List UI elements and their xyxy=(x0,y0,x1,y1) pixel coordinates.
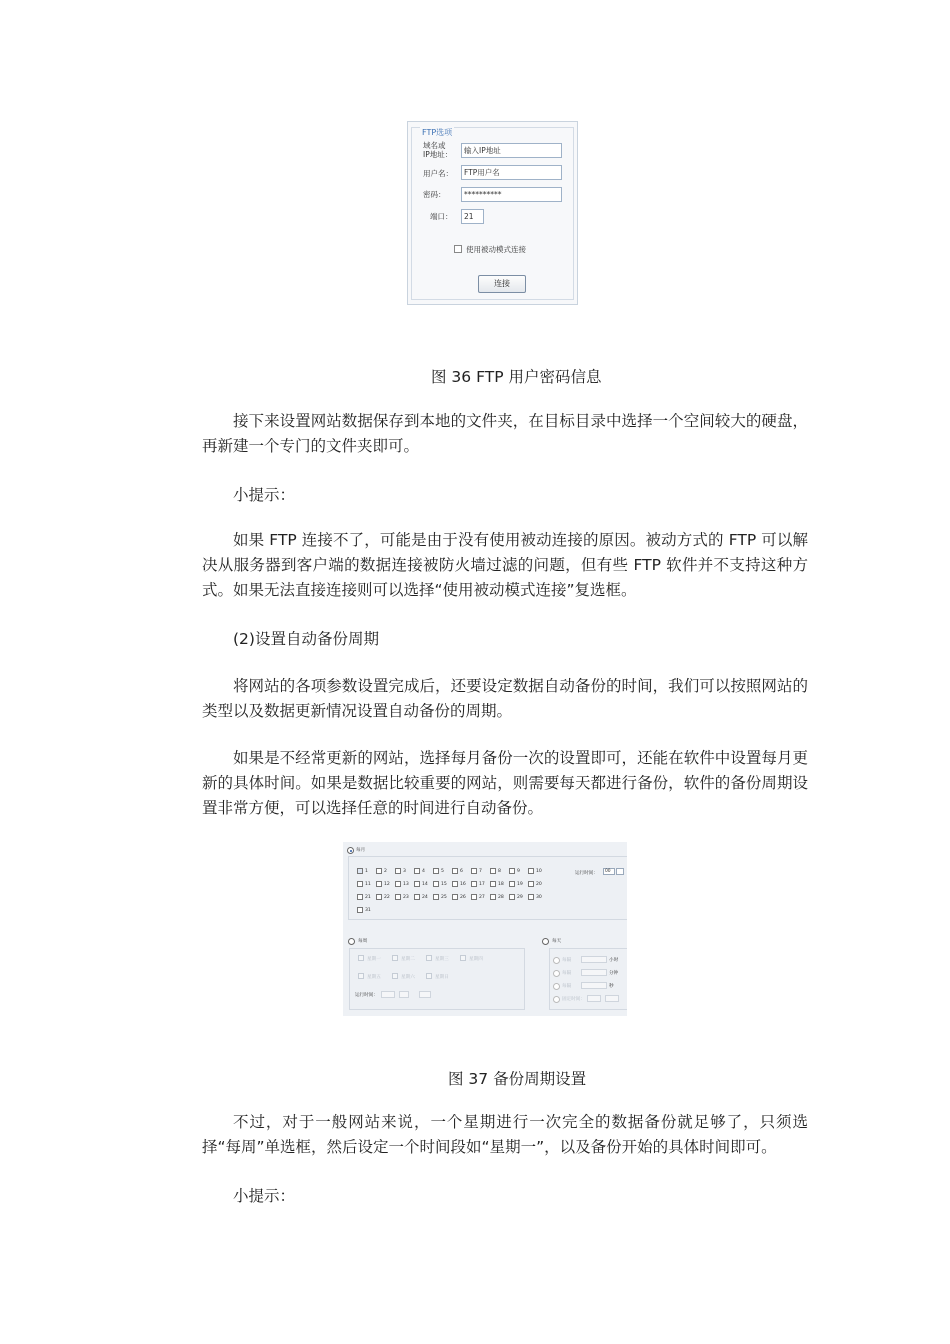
weekly-minute-input[interactable] xyxy=(399,991,409,998)
day-label: 5 xyxy=(441,868,444,874)
connect-button[interactable]: 连接 xyxy=(478,275,526,293)
day-checkbox[interactable] xyxy=(490,894,496,900)
every-hour-input[interactable] xyxy=(581,956,607,963)
backup-cycle-dialog xyxy=(343,842,627,1016)
port-input[interactable]: 21 xyxy=(461,209,484,224)
monthly-run-time-label: 运行时间： xyxy=(575,871,598,876)
weekday-checkbox[interactable] xyxy=(358,955,364,961)
day-checkbox[interactable] xyxy=(471,868,477,874)
day-label: 22 xyxy=(384,894,390,900)
monthly-group xyxy=(348,856,627,920)
day-checkbox[interactable] xyxy=(395,868,401,874)
day-label: 31 xyxy=(365,907,371,913)
day-label: 20 xyxy=(536,881,542,887)
every-second-label: 每隔 xyxy=(562,984,572,989)
second-unit-label: 秒 xyxy=(609,984,614,989)
day-checkbox[interactable] xyxy=(509,868,515,874)
day-checkbox[interactable] xyxy=(490,868,496,874)
daily-radio[interactable] xyxy=(542,938,549,945)
weekday-checkbox[interactable] xyxy=(392,955,398,961)
every-hour-radio[interactable] xyxy=(553,957,560,964)
day-checkbox[interactable] xyxy=(509,894,515,900)
day-label: 2 xyxy=(384,868,387,874)
day-checkbox[interactable] xyxy=(414,881,420,887)
weekly-second-input[interactable] xyxy=(419,991,431,998)
passive-mode-checkbox[interactable] xyxy=(454,245,462,253)
host-label-line2: IP地址： xyxy=(423,150,453,159)
day-checkbox[interactable] xyxy=(490,881,496,887)
every-minute-label: 每隔 xyxy=(562,971,572,976)
day-checkbox[interactable] xyxy=(471,894,477,900)
weekly-hour-input[interactable] xyxy=(381,991,395,998)
minute-unit-label: 分钟 xyxy=(609,971,619,976)
port-label: 端口： xyxy=(430,212,453,221)
day-label: 8 xyxy=(498,868,501,874)
figure-37-caption: 图 37 备份周期设置 xyxy=(448,1070,587,1088)
day-label: 27 xyxy=(479,894,485,900)
day-checkbox[interactable] xyxy=(433,894,439,900)
day-checkbox[interactable] xyxy=(452,881,458,887)
every-hour-label: 每隔 xyxy=(562,958,572,963)
day-checkbox[interactable] xyxy=(433,881,439,887)
every-second-input[interactable] xyxy=(581,982,607,989)
daily-label: 每天 xyxy=(552,939,562,944)
day-checkbox[interactable] xyxy=(528,881,534,887)
fixed-time-radio[interactable] xyxy=(553,996,560,1003)
fixed-minute-input[interactable] xyxy=(605,995,619,1002)
weekly-run-time-label: 运行时间： xyxy=(355,993,378,998)
day-label: 10 xyxy=(536,868,542,874)
day-checkbox[interactable] xyxy=(376,868,382,874)
day-checkbox[interactable] xyxy=(357,894,363,900)
paragraph-save-folder: 接下来设置网站数据保存到本地的文件夹，在目标目录中选择一个空间较大的硬盘，再新建一个专门的文件夹即可。 xyxy=(202,412,808,455)
day-checkbox[interactable] xyxy=(376,894,382,900)
day-label: 30 xyxy=(536,894,542,900)
day-label: 11 xyxy=(365,881,371,887)
monthly-run-time-spinner[interactable] xyxy=(616,868,624,875)
weekday-label: 星期四 xyxy=(469,956,483,962)
day-checkbox[interactable] xyxy=(471,881,477,887)
weekday-checkbox[interactable] xyxy=(460,955,466,961)
paragraph-passive-mode: 如果 FTP 连接不了，可能是由于没有使用被动连接的原因。被动方式的 FTP 可以解决从服务器到客户端的数据连接被防火墙过滤的问题，但有些 FTP 软件并不支持这种方式。如果无法直接连接则可以选择“使用被动模式连接”复选框。 xyxy=(202,531,808,599)
user-label: 用户名： xyxy=(423,169,453,178)
day-checkbox[interactable] xyxy=(376,881,382,887)
fixed-hour-input[interactable] xyxy=(587,995,601,1002)
weekday-label: 星期一 xyxy=(367,956,381,962)
day-label: 9 xyxy=(517,868,520,874)
tip-heading-2: 小提示： xyxy=(233,1187,296,1205)
day-label: 18 xyxy=(498,881,504,887)
day-label: 12 xyxy=(384,881,390,887)
monthly-run-time-input[interactable]: 00 xyxy=(603,868,615,875)
monthly-label: 每月 xyxy=(356,848,366,853)
paragraph-weekly-backup: 不过，对于一般网站来说，一个星期进行一次完全的数据备份就足够了，只须选择“每周”单选框，然后设定一个时间段如“星期一”，以及备份开始的具体时间即可。 xyxy=(202,1113,808,1156)
tip-heading-1: 小提示： xyxy=(233,486,296,504)
weekday-checkbox[interactable] xyxy=(392,973,398,979)
section-heading-backup-cycle: (2)设置自动备份周期 xyxy=(233,630,379,648)
day-label: 29 xyxy=(517,894,523,900)
day-checkbox[interactable] xyxy=(395,894,401,900)
day-label: 13 xyxy=(403,881,409,887)
day-label: 17 xyxy=(479,881,485,887)
every-second-radio[interactable] xyxy=(553,983,560,990)
ftp-options-dialog xyxy=(407,121,578,305)
day-label: 21 xyxy=(365,894,371,900)
day-checkbox[interactable] xyxy=(414,894,420,900)
hour-unit-label: 小时 xyxy=(609,958,619,963)
paragraph-backup-time: 将网站的各项参数设置完成后，还要设定数据自动备份的时间，我们可以按照网站的类型以及数据更新情况设置自动备份的周期。 xyxy=(202,677,808,720)
fixed-time-label: 固定时间： xyxy=(562,997,585,1002)
day-label: 14 xyxy=(422,881,428,887)
day-checkbox[interactable] xyxy=(414,868,420,874)
day-label: 16 xyxy=(460,881,466,887)
weekday-checkbox[interactable] xyxy=(358,973,364,979)
day-checkbox[interactable] xyxy=(509,881,515,887)
day-checkbox[interactable] xyxy=(452,894,458,900)
passive-mode-label: 使用被动模式连接 xyxy=(466,245,526,254)
monthly-radio[interactable] xyxy=(347,847,354,854)
day-label: 25 xyxy=(441,894,447,900)
day-label: 7 xyxy=(479,868,482,874)
day-checkbox[interactable] xyxy=(452,868,458,874)
weekday-checkbox[interactable] xyxy=(426,955,432,961)
day-checkbox[interactable] xyxy=(528,894,534,900)
paragraph-backup-frequency: 如果是不经常更新的网站，选择每月备份一次的设置即可，还能在软件中设置每月更新的具体时间。如果是数据比较重要的网站，则需要每天都进行备份，软件的备份周期设置非常方便，可以选择任意的时间进行自动备份。 xyxy=(202,749,808,817)
day-label: 23 xyxy=(403,894,409,900)
weekday-label: 星期日 xyxy=(435,974,449,980)
day-label: 1 xyxy=(365,868,368,874)
day-checkbox[interactable] xyxy=(528,868,534,874)
weekday-label: 星期三 xyxy=(435,956,449,962)
ftp-group-title: FTP选项 xyxy=(422,128,453,137)
weekday-checkbox[interactable] xyxy=(426,973,432,979)
user-input[interactable]: FTP用户名 xyxy=(461,165,562,180)
day-checkbox[interactable] xyxy=(357,907,363,913)
host-label-line1: 域名或 xyxy=(423,141,446,150)
day-checkbox[interactable] xyxy=(433,868,439,874)
password-input[interactable]: ********** xyxy=(461,187,562,202)
day-label: 19 xyxy=(517,881,523,887)
weekly-radio[interactable] xyxy=(348,938,355,945)
day-label: 6 xyxy=(460,868,463,874)
weekday-label: 星期五 xyxy=(367,974,381,980)
day-label: 24 xyxy=(422,894,428,900)
day-checkbox[interactable] xyxy=(357,868,363,874)
day-label: 28 xyxy=(498,894,504,900)
figure-36-caption: 图 36 FTP 用户密码信息 xyxy=(431,368,602,386)
every-minute-radio[interactable] xyxy=(553,970,560,977)
day-label: 4 xyxy=(422,868,425,874)
weekly-label: 每周 xyxy=(358,939,368,944)
day-checkbox[interactable] xyxy=(357,881,363,887)
password-label: 密码： xyxy=(423,190,446,199)
day-label: 26 xyxy=(460,894,466,900)
day-checkbox[interactable] xyxy=(395,881,401,887)
host-input[interactable]: 输入IP地址 xyxy=(461,143,562,158)
day-label: 15 xyxy=(441,881,447,887)
day-label: 3 xyxy=(403,868,406,874)
weekday-label: 星期六 xyxy=(401,974,415,980)
weekday-label: 星期二 xyxy=(401,956,415,962)
every-minute-input[interactable] xyxy=(581,969,607,976)
